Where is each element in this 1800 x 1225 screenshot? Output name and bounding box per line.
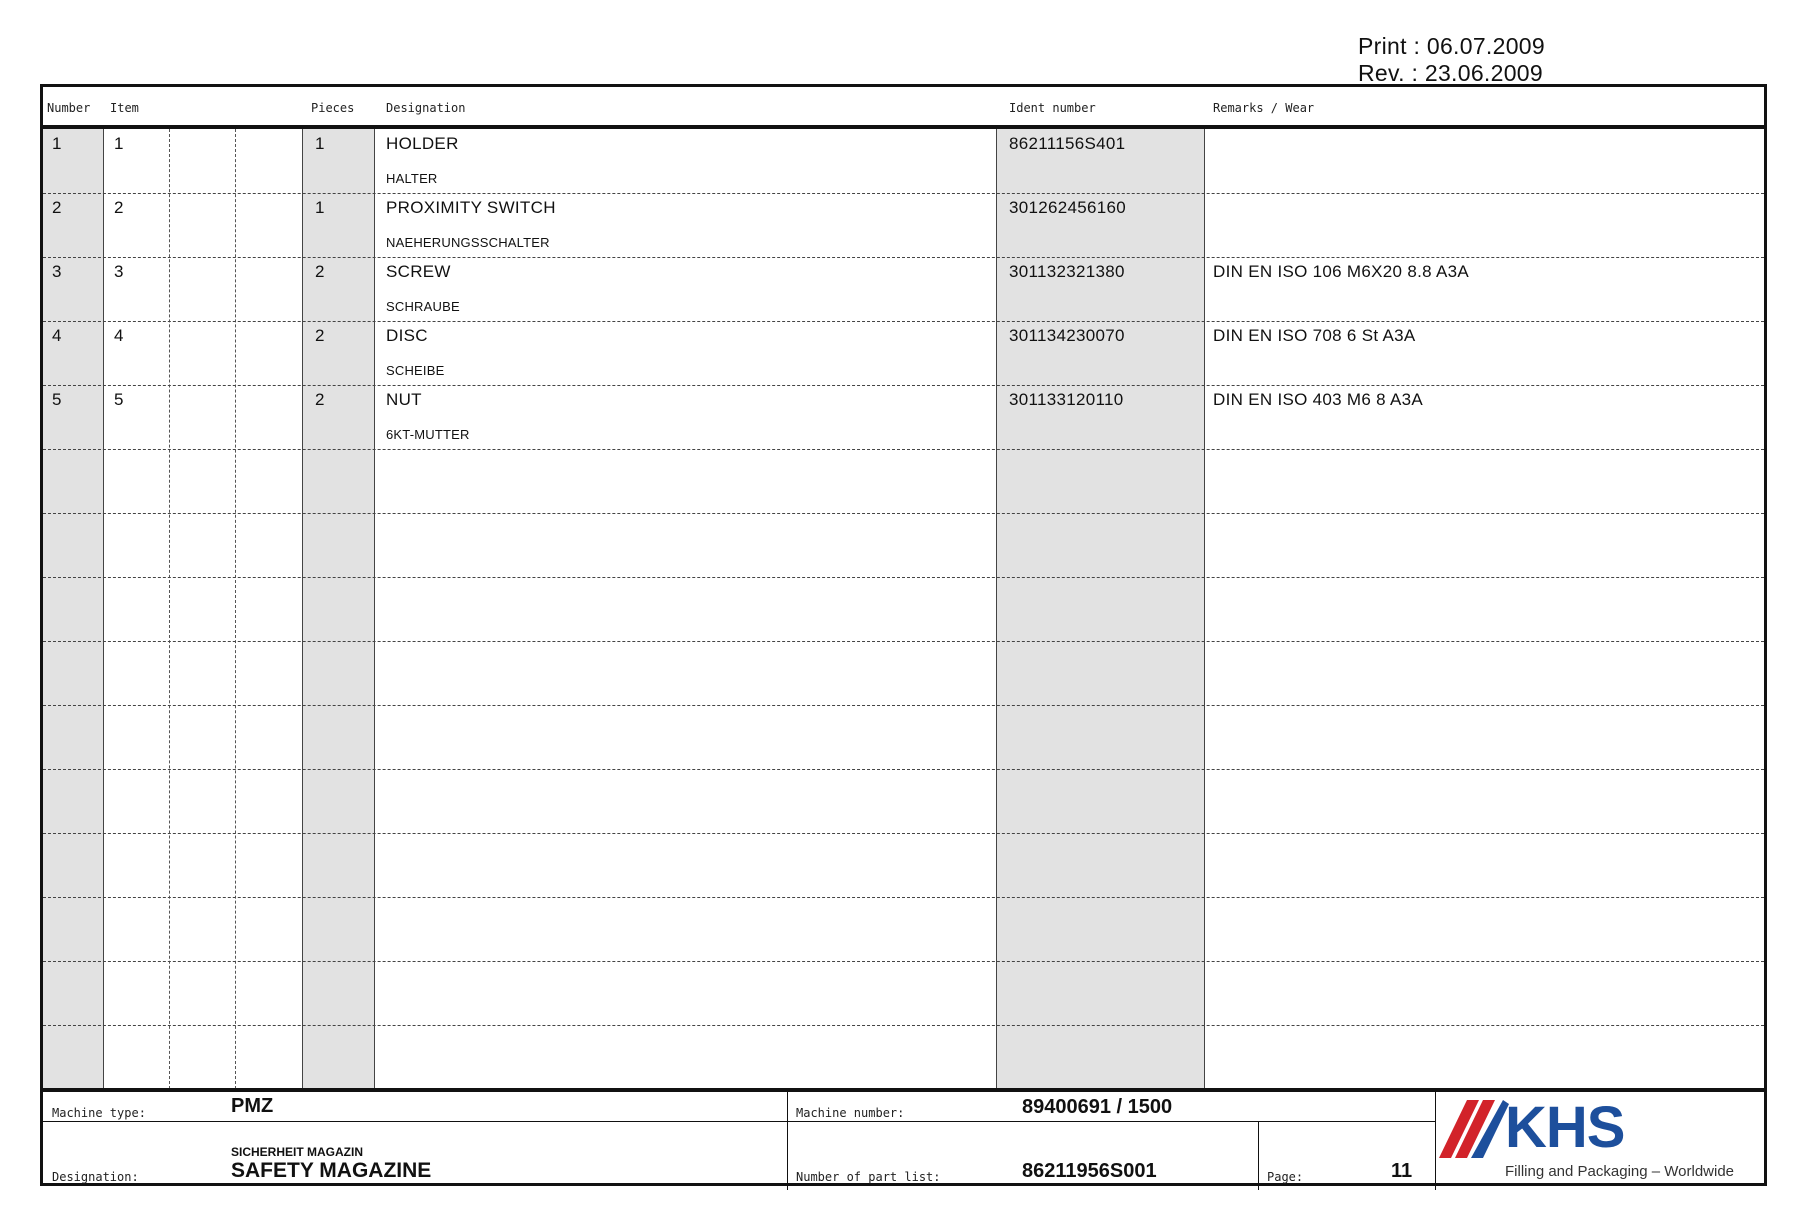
header-item: Item bbox=[110, 101, 139, 115]
cell-ident-number: 301134230070 bbox=[1009, 326, 1125, 345]
logo-name: KHS bbox=[1505, 1095, 1625, 1160]
cell-ident-number: 301262456160 bbox=[1009, 198, 1127, 217]
row-separator bbox=[43, 897, 1764, 898]
cell-number: 1 bbox=[52, 134, 62, 153]
part-list-label: Number of part list: bbox=[796, 1170, 941, 1184]
cell-item: 5 bbox=[114, 390, 124, 409]
row-separator bbox=[43, 961, 1764, 962]
machine-type-label: Machine type: bbox=[52, 1106, 146, 1120]
designation-value: SAFETY MAGAZINE bbox=[231, 1159, 432, 1182]
khs-stripes-icon bbox=[1439, 1098, 1509, 1160]
column-divider bbox=[1204, 129, 1205, 1089]
cell-number: 2 bbox=[52, 198, 62, 217]
row-separator bbox=[43, 1025, 1764, 1026]
cell-designation: PROXIMITY SWITCH bbox=[386, 198, 556, 217]
table-header bbox=[43, 87, 1764, 129]
cell-designation: HOLDER bbox=[386, 134, 459, 153]
row-separator bbox=[43, 257, 1764, 258]
cell-remarks: DIN EN ISO 106 M6X20 8.8 A3A bbox=[1213, 262, 1469, 281]
cell-number: 5 bbox=[52, 390, 62, 409]
logo-tagline: Filling and Packaging – Worldwide bbox=[1505, 1163, 1735, 1180]
row-separator bbox=[43, 321, 1764, 322]
row-separator bbox=[43, 769, 1764, 770]
header-number: Number bbox=[47, 101, 91, 115]
parts-table bbox=[43, 129, 1764, 1089]
header-designation: Designation bbox=[386, 101, 466, 115]
cell-pieces: 1 bbox=[315, 134, 325, 153]
column-divider bbox=[302, 129, 303, 1089]
cell-designation-de: SCHEIBE bbox=[386, 363, 445, 378]
row-separator bbox=[43, 513, 1764, 514]
row-separator bbox=[43, 577, 1764, 578]
cell-item: 3 bbox=[114, 262, 124, 281]
cell-ident-number: 86211156S401 bbox=[1009, 134, 1126, 153]
machine-number-label: Machine number: bbox=[796, 1106, 905, 1120]
cell-item: 4 bbox=[114, 326, 124, 345]
column-divider bbox=[374, 129, 375, 1089]
designation-label: Designation: bbox=[52, 1170, 139, 1184]
cell-number: 3 bbox=[52, 262, 62, 281]
row-separator bbox=[43, 705, 1764, 706]
cell-pieces: 2 bbox=[315, 326, 325, 345]
part-list-value: 86211956S001 bbox=[1022, 1160, 1157, 1182]
cell-designation: DISC bbox=[386, 326, 428, 345]
machine-type-value: PMZ bbox=[231, 1095, 274, 1117]
pieces-column-shade bbox=[302, 129, 374, 1089]
column-divider bbox=[103, 129, 104, 1089]
machine-number-value: 89400691 / 1500 bbox=[1022, 1096, 1173, 1118]
cell-ident-number: 301133120110 bbox=[1009, 390, 1124, 409]
row-separator bbox=[43, 641, 1764, 642]
khs-logo bbox=[1439, 1095, 1763, 1184]
cell-number: 4 bbox=[52, 326, 62, 345]
cell-item: 2 bbox=[114, 198, 124, 217]
parts-list-sheet bbox=[40, 84, 1767, 1186]
cell-pieces: 2 bbox=[315, 390, 325, 409]
row-separator bbox=[43, 385, 1764, 386]
cell-pieces: 1 bbox=[315, 198, 325, 217]
cell-pieces: 2 bbox=[315, 262, 325, 281]
cell-remarks: DIN EN ISO 708 6 St A3A bbox=[1213, 326, 1416, 345]
cell-item: 1 bbox=[114, 134, 124, 153]
header-pieces: Pieces bbox=[311, 101, 355, 115]
print-date: Print : 06.07.2009 bbox=[1358, 33, 1545, 59]
cell-designation-de: HALTER bbox=[386, 171, 438, 186]
cell-designation-de: SCHRAUBE bbox=[386, 299, 460, 314]
cell-designation-de: 6KT-MUTTER bbox=[386, 427, 470, 442]
revision-date: Rev. : 23.06.2009 bbox=[1358, 60, 1543, 86]
page-value: 11 bbox=[1391, 1160, 1413, 1182]
row-separator bbox=[43, 449, 1764, 450]
header-remarks: Remarks / Wear bbox=[1213, 101, 1315, 115]
title-block bbox=[43, 1088, 1764, 1186]
designation-de-value: SICHERHEIT MAGAZIN bbox=[231, 1145, 363, 1159]
page-label: Page: bbox=[1267, 1170, 1304, 1184]
cell-designation-de: NAEHERUNGSSCHALTER bbox=[386, 235, 550, 250]
cell-designation: SCREW bbox=[386, 262, 451, 281]
row-separator bbox=[43, 193, 1764, 194]
column-divider bbox=[996, 129, 997, 1089]
row-separator bbox=[43, 833, 1764, 834]
print-info bbox=[1358, 33, 1545, 87]
column-divider-dashed bbox=[235, 129, 236, 1089]
cell-remarks: DIN EN ISO 403 M6 8 A3A bbox=[1213, 390, 1424, 409]
cell-designation: NUT bbox=[386, 390, 422, 409]
cell-ident-number: 301132321380 bbox=[1009, 262, 1125, 281]
header-ident-number: Ident number bbox=[1009, 101, 1096, 115]
column-divider-dashed bbox=[169, 129, 170, 1089]
